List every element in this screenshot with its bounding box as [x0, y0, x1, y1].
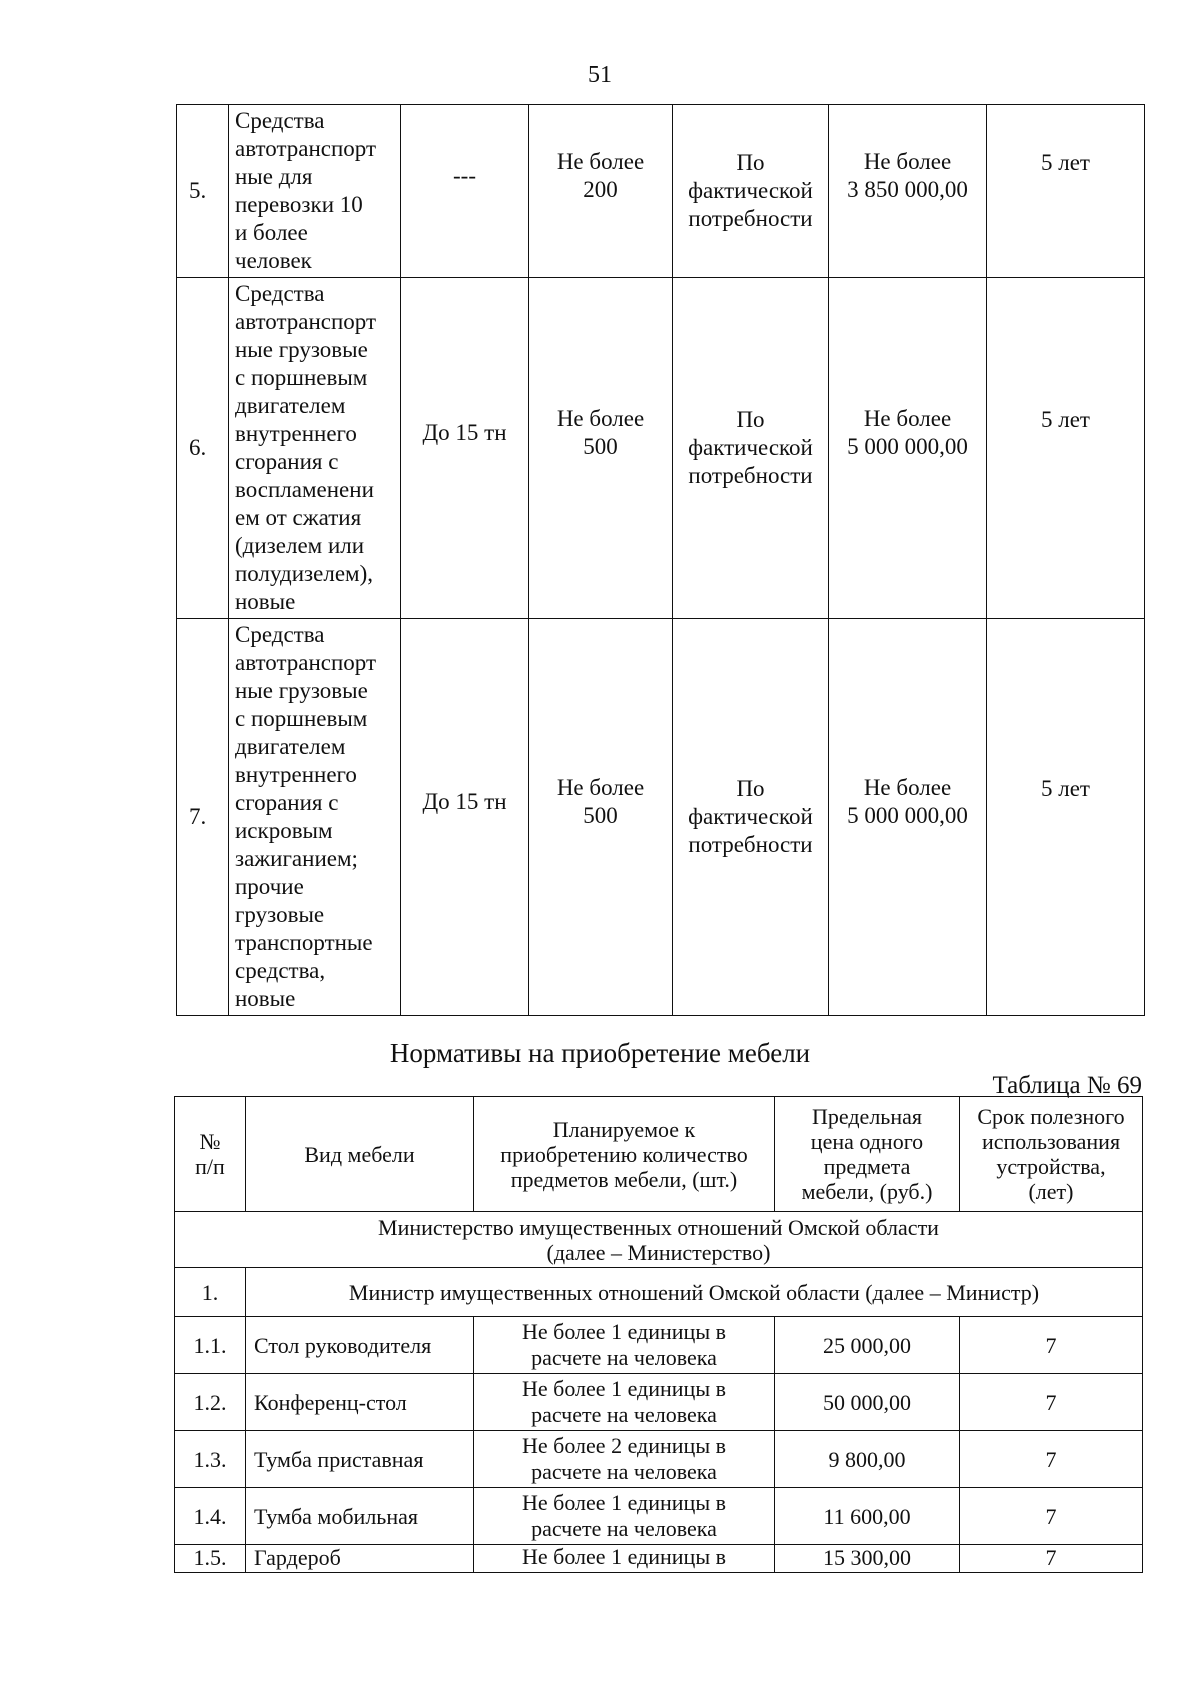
vehicle-quantity: По фактической потребности: [673, 619, 829, 1016]
vehicle-name: Средства автотранспорт ные для перевозки 10 и более человек: [229, 105, 401, 278]
item-price: 15 300,00: [775, 1545, 960, 1573]
ministry-row: [175, 1212, 1143, 1268]
header-quantity: Планируемое к приобретению количество предметов мебели, (шт.): [474, 1097, 775, 1212]
item-price: 9 800,00: [775, 1431, 960, 1488]
vehicle-term: 5 лет: [987, 278, 1145, 619]
item-price: 50 000,00: [775, 1374, 960, 1431]
vehicle-num: 7.: [177, 619, 229, 1016]
vehicle-capacity: До 15 тн: [401, 619, 529, 1016]
item-name: Тумба приставная: [246, 1431, 474, 1488]
item-quantity: Не более 1 единицы в расчете на человека: [474, 1488, 775, 1545]
item-num: 1.4.: [175, 1488, 246, 1545]
vehicle-row: [177, 105, 1145, 278]
item-num: 1.5.: [175, 1545, 246, 1573]
table-header-row: [175, 1097, 1143, 1212]
item-price: 25 000,00: [775, 1317, 960, 1374]
page-number: 51: [588, 62, 612, 88]
vehicle-capacity: ---: [401, 105, 529, 278]
item-term: 7: [960, 1431, 1143, 1488]
item-term: 7: [960, 1374, 1143, 1431]
item-name: Тумба мобильная: [246, 1488, 474, 1545]
vehicle-num: 6.: [177, 278, 229, 619]
header-kind: Вид мебели: [246, 1097, 474, 1212]
item-quantity: Не более 1 единицы в расчете на человека: [474, 1374, 775, 1431]
vehicle-quantity: По фактической потребности: [673, 278, 829, 619]
vehicle-quantity: По фактической потребности: [673, 105, 829, 278]
item-quantity: Не более 2 единицы в расчете на человека: [474, 1431, 775, 1488]
vehicle-row: [177, 278, 1145, 619]
vehicle-num: 5.: [177, 105, 229, 278]
item-term: 7: [960, 1545, 1143, 1573]
header-term: Срок полезного использования устройства, (лет): [960, 1097, 1143, 1212]
item-name: Конференц-стол: [246, 1374, 474, 1431]
furniture-row: [175, 1374, 1143, 1431]
item-term: 7: [960, 1488, 1143, 1545]
furniture-norms-table: [174, 1096, 1143, 1573]
group-title: Министр имущественных отношений Омской области (далее – Министр): [246, 1268, 1143, 1317]
item-quantity: Не более 1 единицы в: [474, 1545, 775, 1573]
table-number-label: Таблица № 69: [992, 1072, 1142, 1099]
vehicle-price: Не более 5 000 000,00: [829, 619, 987, 1016]
furniture-row: [175, 1488, 1143, 1545]
furniture-row: [175, 1317, 1143, 1374]
item-name: Гардероб: [246, 1545, 474, 1573]
group-row: [175, 1268, 1143, 1317]
vehicle-capacity: До 15 тн: [401, 278, 529, 619]
group-num: 1.: [175, 1268, 246, 1317]
vehicle-term: 5 лет: [987, 619, 1145, 1016]
vehicle-name: Средства автотранспорт ные грузовые с поршневым двигателем внутреннего сгорания с воспламенени ем от сжатия (дизелем или полудизелем), новые: [229, 278, 401, 619]
vehicle-norms-table: [176, 104, 1145, 1016]
item-num: 1.2.: [175, 1374, 246, 1431]
vehicle-power: Не более 200: [529, 105, 673, 278]
vehicle-name: Средства автотранспорт ные грузовые с поршневым двигателем внутреннего сгорания с искровым зажиганием; прочие грузовые транспортные средства, новые: [229, 619, 401, 1016]
item-num: 1.1.: [175, 1317, 246, 1374]
item-num: 1.3.: [175, 1431, 246, 1488]
ministry-title: Министерство имущественных отношений Омской области (далее – Министерство): [175, 1212, 1143, 1268]
vehicle-price: Не более 3 850 000,00: [829, 105, 987, 278]
vehicle-row: [177, 619, 1145, 1016]
vehicle-power: Не более 500: [529, 619, 673, 1016]
header-price: Предельная цена одного предмета мебели, (руб.): [775, 1097, 960, 1212]
item-name: Стол руководителя: [246, 1317, 474, 1374]
furniture-row: [175, 1545, 1143, 1573]
header-num: № п/п: [175, 1097, 246, 1212]
vehicle-price: Не более 5 000 000,00: [829, 278, 987, 619]
item-term: 7: [960, 1317, 1143, 1374]
vehicle-power: Не более 500: [529, 278, 673, 619]
furniture-row: [175, 1431, 1143, 1488]
vehicle-term: 5 лет: [987, 105, 1145, 278]
item-quantity: Не более 1 единицы в расчете на человека: [474, 1317, 775, 1374]
item-price: 11 600,00: [775, 1488, 960, 1545]
section-title: Нормативы на приобретение мебели: [389, 1038, 811, 1068]
